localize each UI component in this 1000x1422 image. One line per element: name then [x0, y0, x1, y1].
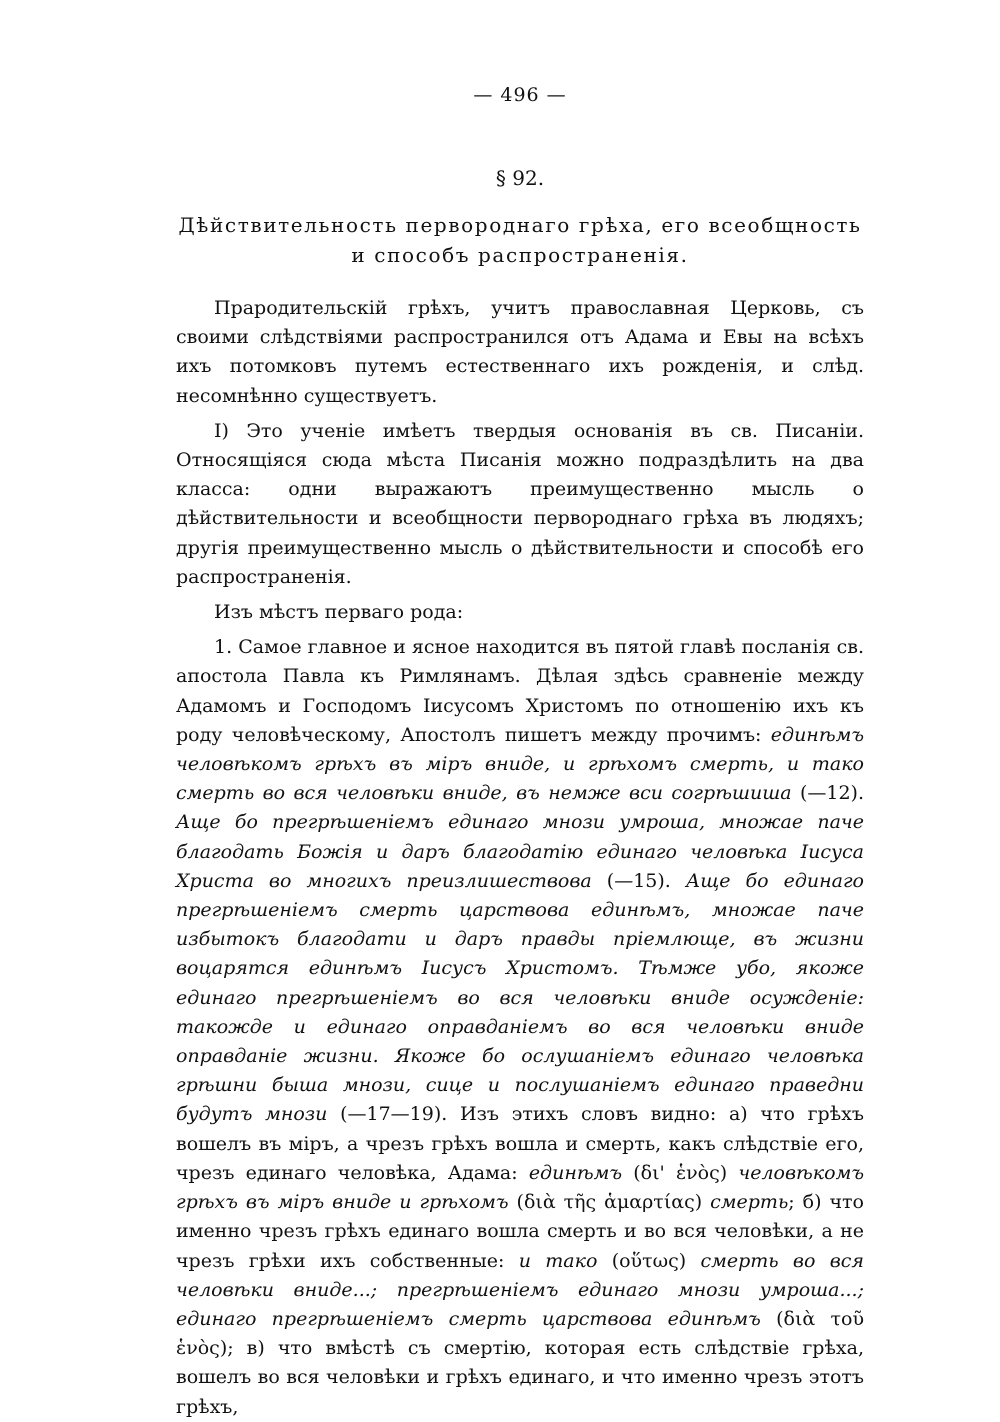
scripture-quote: единѣмъ	[528, 1161, 623, 1184]
paragraph-text: Изъ мѣстъ перваго рода:	[214, 601, 464, 624]
paragraph-3	[176, 598, 864, 627]
greek-phrase: (διὰ τῆς ἁμαρτίας)	[508, 1191, 711, 1214]
greek-phrase: (οὕτως)	[597, 1249, 701, 1272]
text-segment: (διὰ τοῦ ἑνὸς); в) что вмѣстѣ съ смертію, которая есть слѣдствіе грѣха, вошелъ во вся человѣки и грѣхъ единаго, и что именно чрезъ этотъ грѣхъ,	[176, 1307, 864, 1418]
body-text	[176, 294, 864, 1422]
section-title-line-2: и способъ распространенія.	[351, 243, 689, 267]
scripture-quote: Аще бо единаго прегрѣшеніемъ смерть царствова единѣмъ, множае паче избытокъ благодати и даръ правды пріемлюще, въ жизни воцарятся единѣмъ Іисусъ Христомъ. Тѣмже убо, якоже единаго прегрѣшеніемъ во вся человѣки вниде осужденіе: такожде и единаго оправданіемъ во вся человѣки вниде оправданіе жизни. Якоже бо ослушаніемъ единаго человѣка грѣшни быша мнози, сице и послушаніемъ единаго праведни будутъ мнози	[176, 869, 864, 1126]
section-number: § 92.	[495, 166, 545, 190]
paragraph-1	[176, 294, 864, 411]
verse-reference: (—15).	[591, 869, 686, 892]
text-segment: (—17—19). Изъ этихъ словъ видно: а) что грѣхъ вошелъ въ міръ, а чрезъ грѣхъ вошла и смерть, какъ слѣдствіе его, чрезъ единаго человѣка, Адама:	[176, 1103, 864, 1184]
scripture-quote: человѣкомъ грѣхъ въ міръ вниде и грѣхомъ	[176, 1161, 864, 1214]
scripture-quote: Аще бо прегрѣшеніемъ единаго мнози умроша, множае паче благодать Божія и даръ благодатію единаго человѣка Іисуса Христа во многихъ преизлишествова	[176, 811, 864, 892]
verse-reference: (—12).	[791, 782, 864, 805]
paragraph-text: Прародительскій грѣхъ, учитъ православная Церковь, съ своими слѣдствіями распространился отъ Адама и Евы на всѣхъ ихъ потомковъ путемъ естественнаго ихъ рожденія, и слѣд. несомнѣнно существуетъ.	[176, 297, 864, 407]
paragraph-2	[176, 417, 864, 592]
text-segment: ; б) что именно чрезъ грѣхъ единаго вошла смерть и во вся человѣки, а не чрезъ грѣхи ихъ собственные:	[176, 1191, 864, 1272]
scripture-quote: смерть во вся человѣки вниде...; прегрѣшеніемъ единаго мнози умроша...; единаго прегрѣшеніемъ смерть царствова единѣмъ	[176, 1249, 864, 1330]
section-title-line-1: Дѣйствительность первороднаго грѣха, его всеобщность	[178, 213, 862, 237]
text-segment: 1. Самое главное и ясное находится въ пятой главѣ посланія св. апостола Павла къ Римлянамъ. Дѣлая здѣсь сравненіе между Адамомъ и Господомъ Іисусомъ Христомъ по отношенію ихъ къ роду человѣческому, Апостолъ пишетъ между прочимъ:	[176, 636, 864, 746]
scripture-quote: смерть	[710, 1191, 789, 1214]
page-number: — 496 —	[473, 84, 567, 106]
greek-phrase: (δι' ἑνὸς)	[622, 1161, 739, 1184]
scripture-quote: и тако	[518, 1249, 598, 1272]
paragraph-4	[176, 633, 864, 1421]
scripture-quote: единѣмъ человѣкомъ грѣхъ въ міръ вниде, и грѣхомъ смерть, и тако смерть во вся человѣки вниде, въ немже вси согрѣшиша	[176, 723, 864, 805]
paragraph-text: I) Это ученіе имѣетъ твердыя основанія въ св. Писаніи. Относящіяся сюда мѣста Писанія можно подраздѣлить на два класса: одни выражаютъ преимущественно мысль о дѣйствительности и всеобщности первороднаго грѣха въ людяхъ; другія преимущественно мысль о дѣйствительности и способѣ его распространенія.	[176, 419, 864, 588]
section-title	[176, 210, 864, 270]
